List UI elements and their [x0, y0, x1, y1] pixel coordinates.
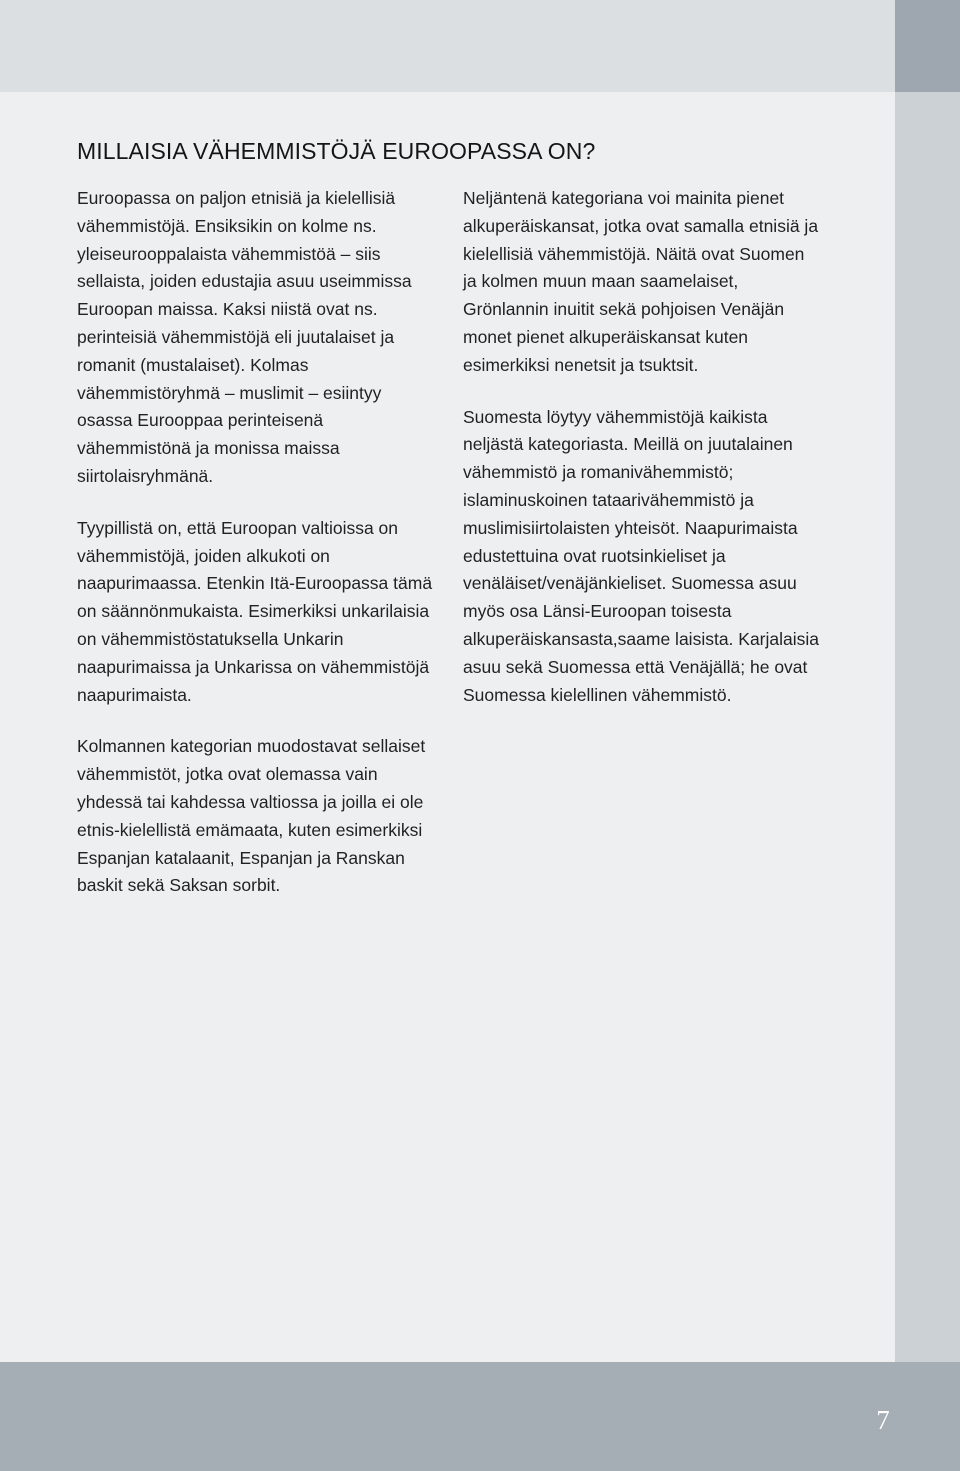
paragraph-third-category: Kolmannen kategorian muodostavat sellaiset vähemmistöt, jotka ovat olemassa vain yhdessä tai kahdessa valtiossa ja joilla ei ole etnis-kielellistä emämaata, kuten esimerkiksi Espanjan katalaanit, Espanjan ja Ranskan baskit sekä Saksan sorbit.: [77, 736, 426, 896]
paragraph-minority-types: Euroopassa on paljon etnisiä ja kielellisiä vähemmistöjä. Ensiksikin on kolme ns. yleiseurooppalaista vähemmistöä – siis sellaista, joiden edustajia asuu useimmissa Euroopan maissa. Kaksi niistä ovat ns. perinteisiä vähemmistöjä eli juutalaiset ja romanit (mustalaiset). Kolmas vähemmistöryhmä – muslimit – esiintyy osassa Eurooppaa perinteisenä vähemmistönä ja monissa maissa siirtolaisryhmänä.: [77, 188, 412, 486]
bottom-band: [0, 1362, 960, 1471]
paragraph-fourth-category: Neljäntenä kategoriana voi mainita pienet alkuperäiskansat, jotka ovat samalla etnisiä ja kielellisiä vähemmistöjä. Näitä ovat Suomen ja kolmen muun maan saamelaiset, Grönlannin inuitit sekä pohjoisen Venäjän monet pienet alkuperäiskansat kuten esimerkiksi nenetsit ja tsuktsit.: [463, 188, 819, 375]
page-number: 7: [876, 1405, 890, 1435]
right-column: [463, 185, 821, 733]
top-corner-block: [895, 0, 960, 92]
top-band: [0, 0, 895, 92]
paragraph-neighbour-minorities: Tyypillistä on, että Euroopan valtioissa on vähemmistöjä, joiden alkukoti on naapurimaassa. Etenkin Itä-Euroopassa tämä on säännönmukaista. Esimerkiksi unkarilaisia on vähemmistöstatuksella Unkarin naapurimaissa ja Unkarissa on vähemmistöjä naapurimaista.: [77, 517, 433, 705]
right-margin-strip: [895, 92, 960, 1362]
paragraph-finland-minorities: Suomesta löytyy vähemmistöjä kaikista neljästä kategoriasta. Meillä on juutalainen vähemmistö ja romanivähemmistö; islaminuskoinen tataarivähemmistö ja muslimisiirtolaisten yhteisöt. Naapurimaista edustettuina ovat ruotsinkieliset ja venäläiset/venäjänkieliset. Suomessa asuu myös osa Länsi-Euroopan toisesta alkuperäiskansasta,saame laisista. Karjalaisia asuu sekä Suomessa että Venäjällä; he ovat Suomessa kielellinen vähemmistö.: [463, 406, 820, 705]
page-heading: MILLAISIA VÄHEMMISTÖJÄ EUROOPASSA ON?: [77, 138, 596, 164]
left-column: [77, 185, 435, 924]
